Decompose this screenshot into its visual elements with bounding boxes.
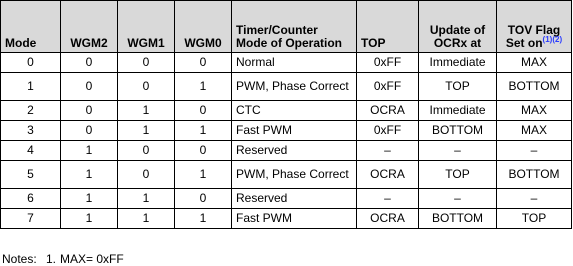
cell-top: – xyxy=(357,189,419,209)
cell-wgm2: 0 xyxy=(61,53,118,73)
cell-wgm2: 0 xyxy=(61,121,118,141)
cell-update: Immediate xyxy=(419,53,497,73)
table-row xyxy=(1,141,572,161)
cell-top: OCRA xyxy=(357,161,419,189)
header-update-ocrx: Update of OCRx at xyxy=(419,1,497,53)
cell-top: OCRA xyxy=(357,101,419,121)
cell-tov: – xyxy=(497,141,572,161)
table-row xyxy=(1,161,572,189)
cell-update: TOP xyxy=(419,73,497,101)
cell-update: – xyxy=(419,189,497,209)
cell-mode: 4 xyxy=(1,141,61,161)
cell-wgm0: 1 xyxy=(175,161,232,189)
table-row xyxy=(1,101,572,121)
cell-tov: – xyxy=(497,189,572,209)
cell-mode: 0 xyxy=(1,53,61,73)
cell-update: TOP xyxy=(419,161,497,189)
cell-wgm0: 1 xyxy=(175,121,232,141)
table-row xyxy=(1,209,572,229)
cell-update: Immediate xyxy=(419,101,497,121)
cell-tov: BOTTOM xyxy=(497,161,572,189)
table-header-row xyxy=(1,1,572,53)
header-wgm2: WGM2 xyxy=(61,1,118,53)
cell-wgm1: 0 xyxy=(118,141,175,161)
header-operation: Timer/Counter Mode of Operation xyxy=(232,1,357,53)
header-tov-flag xyxy=(497,1,572,53)
header-mode: Mode xyxy=(1,1,61,53)
cell-top: 0xFF xyxy=(357,121,419,141)
cell-wgm1: 0 xyxy=(118,53,175,73)
cell-mode: 3 xyxy=(1,121,61,141)
cell-top: – xyxy=(357,141,419,161)
cell-wgm1: 0 xyxy=(118,161,175,189)
cell-wgm1: 0 xyxy=(118,73,175,101)
cell-tov: MAX xyxy=(497,53,572,73)
cell-wgm2: 0 xyxy=(61,73,118,101)
table-row xyxy=(1,121,572,141)
table-notes xyxy=(2,253,124,266)
cell-operation: Fast PWM xyxy=(232,121,357,141)
table-row xyxy=(1,189,572,209)
cell-wgm1: 1 xyxy=(118,121,175,141)
cell-tov: TOP xyxy=(497,209,572,229)
cell-mode: 5 xyxy=(1,161,61,189)
cell-wgm0: 0 xyxy=(175,141,232,161)
cell-update: BOTTOM xyxy=(419,209,497,229)
cell-wgm1: 1 xyxy=(118,189,175,209)
cell-wgm0: 1 xyxy=(175,73,232,101)
cell-mode: 7 xyxy=(1,209,61,229)
note-text: MAX= 0xFF xyxy=(60,252,124,266)
cell-operation: Reserved xyxy=(232,141,357,161)
cell-operation: PWM, Phase Correct xyxy=(232,161,357,189)
cell-wgm0: 0 xyxy=(175,101,232,121)
cell-mode: 1 xyxy=(1,73,61,101)
header-wgm1: WGM1 xyxy=(118,1,175,53)
header-top: TOP xyxy=(357,1,419,53)
cell-wgm0: 1 xyxy=(175,209,232,229)
cell-tov: MAX xyxy=(497,121,572,141)
header-wgm0: WGM0 xyxy=(175,1,232,53)
cell-mode: 2 xyxy=(1,101,61,121)
cell-update: – xyxy=(419,141,497,161)
footnote-reference: (1)(2) xyxy=(542,35,563,44)
cell-wgm2: 1 xyxy=(61,161,118,189)
cell-wgm2: 1 xyxy=(61,189,118,209)
cell-operation: Reserved xyxy=(232,189,357,209)
cell-operation: Fast PWM xyxy=(232,209,357,229)
cell-top: 0xFF xyxy=(357,73,419,101)
table-row xyxy=(1,73,572,101)
cell-update: BOTTOM xyxy=(419,121,497,141)
note-number: 1. xyxy=(46,252,57,266)
header-tov-flag-label: TOV Flag Set on xyxy=(505,23,561,50)
cell-wgm0: 0 xyxy=(175,189,232,209)
cell-wgm2: 0 xyxy=(61,101,118,121)
notes-label: Notes: xyxy=(2,252,37,266)
table-row xyxy=(1,53,572,73)
cell-tov: MAX xyxy=(497,101,572,121)
cell-wgm2: 1 xyxy=(61,141,118,161)
cell-top: OCRA xyxy=(357,209,419,229)
cell-operation: CTC xyxy=(232,101,357,121)
cell-wgm2: 1 xyxy=(61,209,118,229)
cell-tov: BOTTOM xyxy=(497,73,572,101)
cell-wgm1: 1 xyxy=(118,101,175,121)
cell-operation: PWM, Phase Correct xyxy=(232,73,357,101)
cell-mode: 6 xyxy=(1,189,61,209)
cell-operation: Normal xyxy=(232,53,357,73)
cell-top: 0xFF xyxy=(357,53,419,73)
cell-wgm0: 0 xyxy=(175,53,232,73)
cell-wgm1: 1 xyxy=(118,209,175,229)
